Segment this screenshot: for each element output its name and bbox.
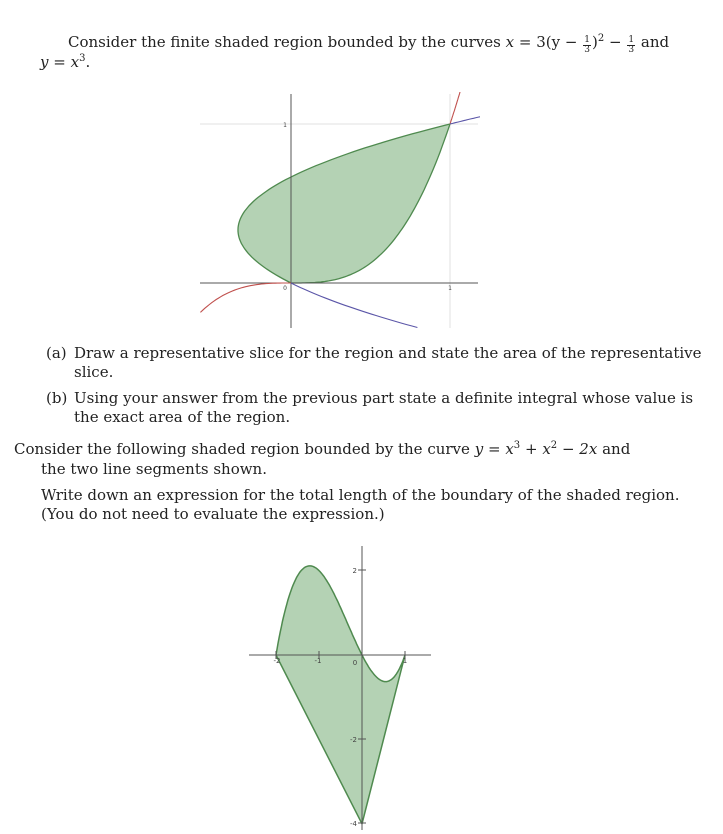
curve1-equation [505,33,641,55]
curve1-lhs: x [505,33,515,51]
curve1-minus2: − [609,33,622,51]
curve1-frac1 [583,36,591,55]
tick-label-ym4: -4 [350,820,357,828]
and-word: and [640,33,670,51]
tick-label-x1-2: 1 [402,657,408,665]
problem2-equation [475,440,602,458]
parabola-curve-bottom [291,283,417,328]
p2-plus: + [524,440,538,458]
p2-minus: − [561,440,575,458]
curve1-eq: = [518,33,532,51]
p2-lhs: y [474,440,484,458]
part-a-label: (a) [46,344,67,362]
curve2-power: 3 [79,53,86,64]
shaded-region [238,124,450,283]
tick-label-x1: 1 [448,285,452,292]
curve1-coef [536,33,560,51]
problem2-prefix: Consider the following shaded region bounded by the curve [14,440,470,458]
tick-label-y1: 1 [283,122,287,129]
problem2-line1 [14,440,630,459]
part-b-line1: Using your answer from the previous part state a definite integral whose value is [74,389,694,407]
curve2-end: . [85,53,91,71]
problem1-intro-text: Consider the finite shaded region bounded by the curves [68,33,501,51]
problem2-instruction1: Write down an expression for the total length of the boundary of the shaded region. [41,486,680,504]
curve2-eq: = [53,53,66,71]
problem2-line2: the two line segments shown. [41,460,267,478]
tick-label-x0: 0 [352,659,358,667]
problem2-suffix: and [602,440,631,458]
tick-label-y2: 2 [352,567,357,575]
p2-t2: x [542,440,551,458]
problem2-instruction2: (You do not need to evaluate the expression.) [41,505,385,523]
p2-p2: 2 [550,440,558,451]
tick-label-ym2: -2 [350,736,357,744]
tick-label-xm2: -2 [273,657,281,665]
part-b [46,389,67,408]
frac2-den: 3 [628,45,635,55]
figure2-graph [246,544,434,832]
curve1-coef-text: 3(y [536,33,561,51]
curve2-lhs: y [40,53,49,71]
p2-t3: 2x [579,440,598,458]
figure1-graph [198,92,480,330]
problem1-intro [68,33,669,55]
frac1-den: 3 [584,45,591,55]
part-a-body [74,344,702,382]
part-b-body [74,389,693,427]
part-a [46,344,67,363]
p2-t1: x [505,440,514,458]
frac1-num: 1 [584,35,591,45]
tick-label-origin: 0 [283,285,287,292]
cubic-curve-right [450,92,461,124]
curve1-minus: − [564,33,578,51]
p2-eq: = [487,440,501,458]
frac2-num: 1 [628,35,635,45]
curve1-close: ) [592,33,598,51]
shaded-region-2 [273,566,408,824]
part-a-line2: slice. [74,363,114,381]
curve2-equation [40,53,90,72]
parabola-curve-top [450,111,480,124]
curve1-power: 2 [597,33,605,44]
p2-p1: 3 [513,440,521,451]
part-b-line2: the exact area of the region. [74,408,291,426]
cubic-curve-left [200,283,291,312]
curve2-rhs: x [70,53,80,71]
part-a-line1: Draw a representative slice for the region and state the area of the representative [74,344,702,362]
part-b-label: (b) [46,389,68,407]
curve1-frac2 [627,36,635,55]
tick-label-xm1: -1 [314,657,322,665]
